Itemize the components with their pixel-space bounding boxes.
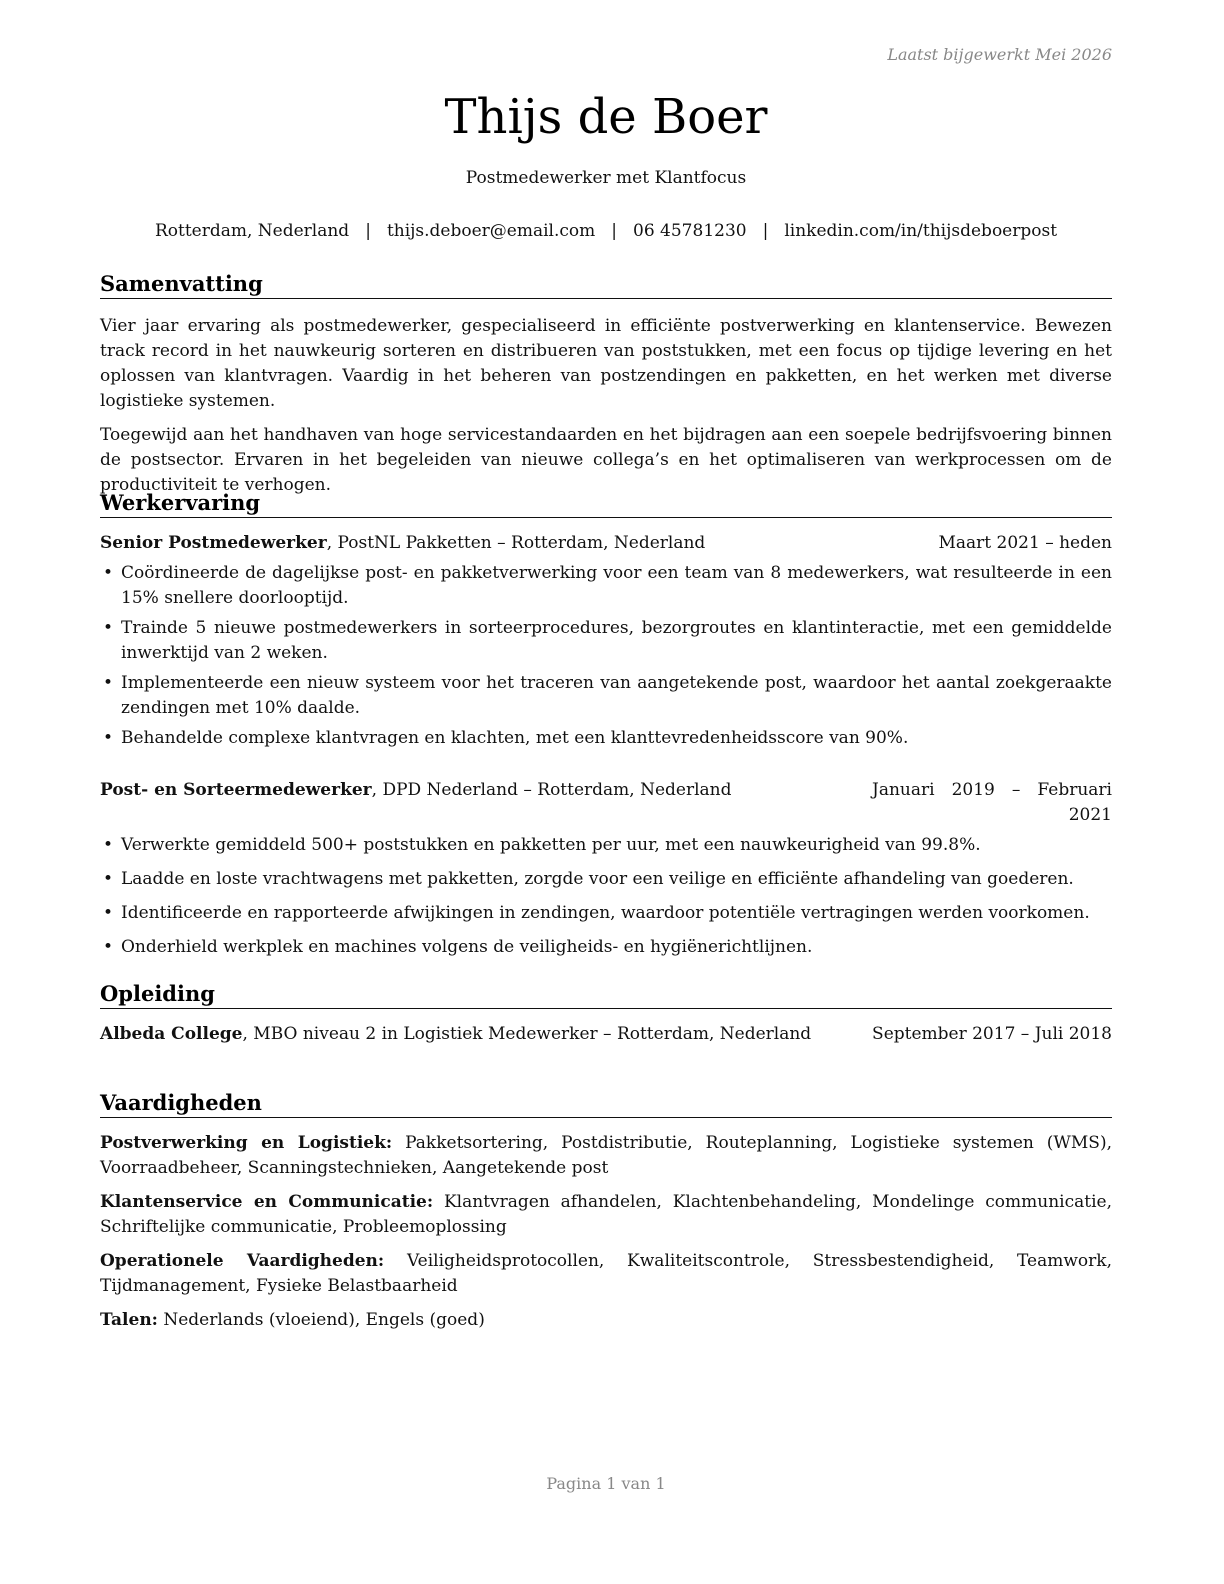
job-bullet: • Behandelde complexe klantvragen en klachten, met een klanttevredenheidsscore van 90%. — [100, 726, 1112, 751]
job-entry — [100, 778, 1112, 960]
job-role: Senior Postmedewerker — [100, 533, 327, 553]
contact-linkedin[interactable]: linkedin.com/in/thijsdeboerpost — [784, 221, 1058, 241]
contact-phone[interactable]: 06 45781230 — [633, 221, 747, 241]
job-bullet: • Identificeerde en rapporteerde afwijkingen in zendingen, waardoor potentiële vertragingen werden voorkomen. — [100, 901, 1112, 926]
contact-separator: | — [611, 221, 618, 241]
education-period: September 2017 – Juli 2018 — [872, 1024, 1112, 1044]
job-bullets — [100, 833, 1112, 960]
contact-line — [100, 219, 1112, 243]
job-entry — [100, 531, 1112, 751]
contact-email[interactable]: thijs.deboer@email.com — [386, 221, 596, 241]
summary-paragraph: Toegewijd aan het handhaven van hoge servicestandaarden en het bijdragen aan een soepele bedrijfsvoering binnen de postsector. Ervaren in het begeleiden van nieuwe collega’s en het optimaliseren van werkprocessen om de productiviteit te verhogen. — [100, 425, 1112, 495]
last-updated: Laatst bijgewerkt Mei 2026 — [887, 45, 1112, 64]
job-bullet: • Implementeerde een nieuw systeem voor het traceren van aangetekende post, waardoor het aantal zoekgeraakte zendingen met 10% daalde. — [100, 671, 1112, 721]
job-period: Maart 2021 – heden — [938, 533, 1112, 553]
education-school: Albeda College — [100, 1024, 243, 1044]
job-employer: , PostNL Pakketten – Rotterdam, Nederland — [326, 533, 706, 553]
section-heading-summary: Samenvatting — [100, 270, 1112, 299]
job-role: Post- en Sorteermedewerker — [100, 780, 372, 800]
skill-group-items: Nederlands (vloeiend), Engels (goed) — [157, 1310, 485, 1330]
candidate-name: Thijs de Boer — [444, 89, 768, 145]
job-bullet: • Verwerkte gemiddeld 500+ poststukken en pakketten per uur, met een nauwkeurigheid van 99.8%. — [100, 833, 1112, 858]
skill-group-items: Pakketsortering, Postdistributie, Routeplanning, Logistieke systemen (WMS), Voorraadbeheer, Scanningstechnieken, Aangetekende post — [100, 1133, 1112, 1178]
skill-group-items: Klantvragen afhandelen, Klachtenbehandeling, Mondelinge communicatie, Schriftelijke communicatie, Probleemoplossing — [100, 1192, 1112, 1237]
skill-group-label: Operationele Vaardigheden: — [100, 1251, 385, 1271]
skill-group-label: Talen: — [100, 1310, 158, 1330]
education-program: , MBO niveau 2 in Logistiek Medewerker – Rotterdam, Nederland — [242, 1024, 812, 1044]
contact-location: Rotterdam, Nederland — [154, 221, 350, 241]
job-period: Januari 2019 – Februari 2021 — [872, 780, 1112, 825]
summary-section — [100, 270, 1112, 498]
job-header — [100, 778, 1112, 828]
candidate-title: Postmedewerker met Klantfocus — [465, 168, 747, 188]
skill-group — [100, 1308, 1112, 1333]
section-heading-education: Opleiding — [100, 980, 1112, 1009]
skill-group — [100, 1131, 1112, 1181]
job-bullet: • Coördineerde de dagelijkse post- en pakketverwerking voor een team van 8 medewerkers, wat resulteerde in een 15% snellere doorlooptijd. — [100, 561, 1112, 611]
section-heading-experience: Werkervaring — [100, 489, 1112, 518]
section-heading-skills: Vaardigheden — [100, 1089, 1112, 1118]
education-entry — [100, 1022, 1112, 1047]
skills-section — [100, 1089, 1112, 1333]
page-number: Pagina 1 van 1 — [546, 1474, 666, 1493]
experience-section — [100, 489, 1112, 960]
resume-page — [100, 0, 1112, 1584]
job-bullet: • Trainde 5 nieuwe postmedewerkers in sorteerprocedures, bezorgroutes en klantinteractie, met een gemiddelde inwerktijd van 2 weken. — [100, 616, 1112, 666]
skill-group-label: Klantenservice en Communicatie: — [100, 1192, 434, 1212]
summary-paragraph: Vier jaar ervaring als postmedewerker, gespecialiseerd in efficiënte postverwerking en klantenservice. Bewezen track record in het nauwkeurig sorteren en distribueren van poststukken, met een focus op tijdige levering en het oplossen van klantvragen. Vaardig in het beheren van postzendingen en pakketten, en het werken met diverse logistieke systemen. — [100, 316, 1112, 411]
skill-group-items: Veiligheidsprotocollen, Kwaliteitscontrole, Stressbestendigheid, Teamwork, Tijdmanagement, Fysieke Belastbaarheid — [100, 1251, 1112, 1296]
job-header — [100, 531, 1112, 556]
skill-group — [100, 1190, 1112, 1240]
skill-group-label: Postverwerking en Logistiek: — [100, 1133, 393, 1153]
job-employer: , DPD Nederland – Rotterdam, Nederland — [371, 780, 732, 800]
contact-separator: | — [762, 221, 769, 241]
contact-separator: | — [365, 221, 371, 241]
job-bullet: • Onderhield werkplek en machines volgens de veiligheids- en hygiënerichtlijnen. — [100, 935, 1112, 960]
job-bullet: • Laadde en loste vrachtwagens met pakketten, zorgde voor een veilige en efficiënte afhandeling van goederen. — [100, 867, 1112, 892]
job-bullets — [100, 561, 1112, 751]
education-section — [100, 980, 1112, 1047]
skill-group — [100, 1249, 1112, 1299]
